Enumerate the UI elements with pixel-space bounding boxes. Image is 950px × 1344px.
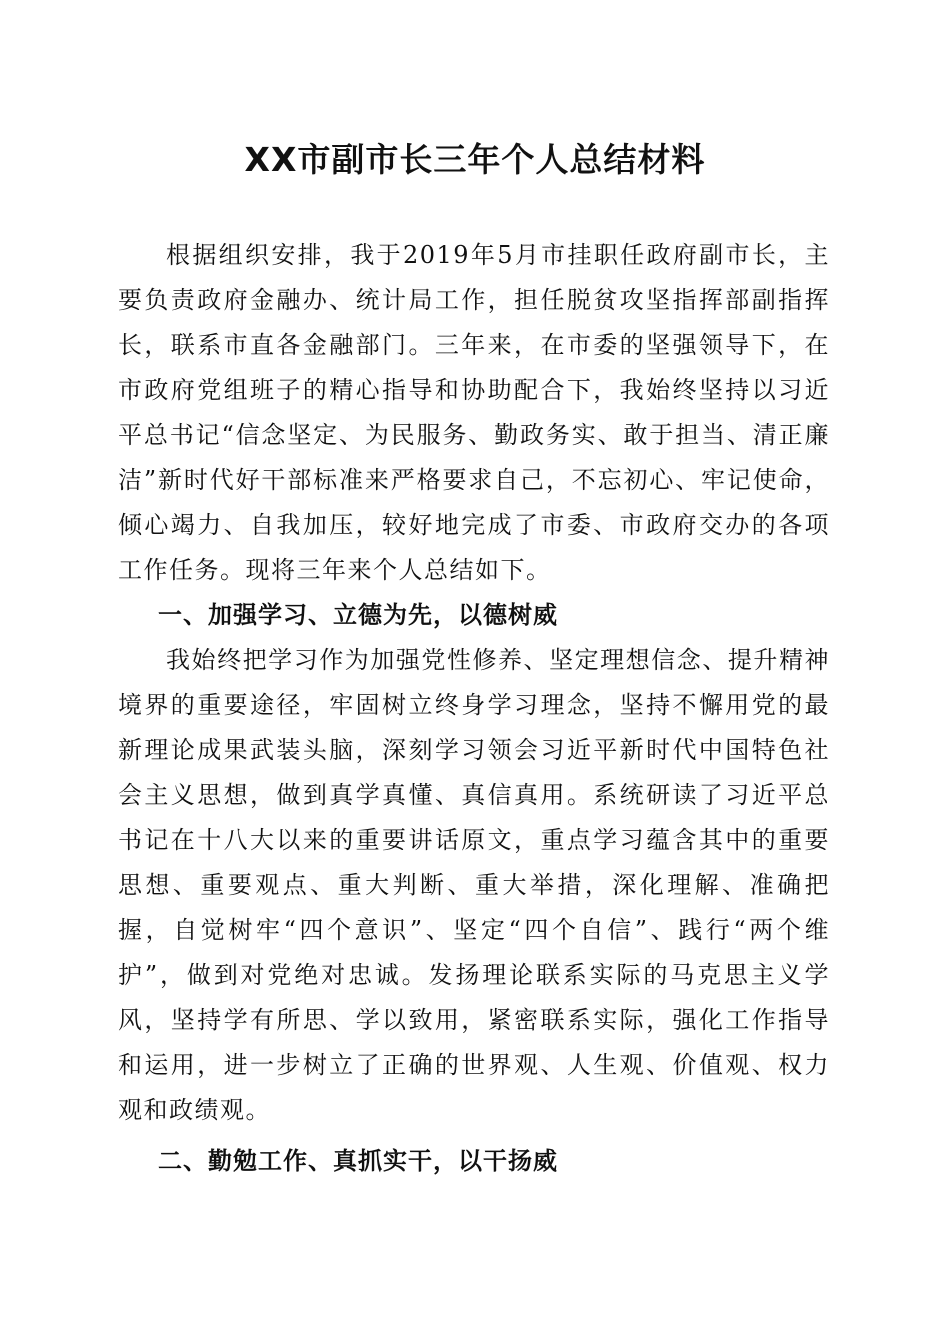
intro-paragraph: 根据组织安排，我于2019年5月市挂职任政府副市长，主要负责政府金融办、统计局工作，担任脱贫攻坚指挥部副指挥长，联系市直各金融部门。三年来，在市委的坚强领导下，在市政府党组班子的精心指导和协助配合下，我始终坚持以习近平总书记“信念坚定、为民服务、勤政务实、敢于担当、清正廉洁”新时代好干部标准来严格要求自己，不忘初心、牢记使命，倾心竭力、自我加压，较好地完成了市委、市政府交办的各项工作任务。现将三年来个人总结如下。 (118, 241, 830, 584)
section-1-paragraph: 我始终把学习作为加强党性修养、坚定理想信念、提升精神境界的重要途径，牢固树立终身学习理念，坚持不懈用党的最新理论成果武装头脑，深刻学习领会习近平新时代中国特色社会主义思想，做到真学真懂、真信真用。系统研读了习近平总书记在十八大以来的重要讲话原文，重点学习蕴含其中的重要思想、重要观点、重大判断、重大举措，深化理解、准确把握，自觉树牢“四个意识”、坚定“四个自信”、践行“两个维护”，做到对党绝对忠诚。发扬理论联系实际的马克思主义学风，坚持学有所思、学以致用，紧密联系实际，强化工作指导和运用，进一步树立了正确的世界观、人生观、价值观、权力观和政绩观。 (118, 646, 830, 1124)
section-heading-2: 二、勤勉工作、真抓实干，以干扬威 (158, 1147, 558, 1175)
document-body (118, 233, 830, 1184)
document-title: XX市副市长三年个人总结材料 (244, 140, 706, 179)
section-heading-1: 一、加强学习、立德为先，以德树威 (158, 601, 558, 629)
